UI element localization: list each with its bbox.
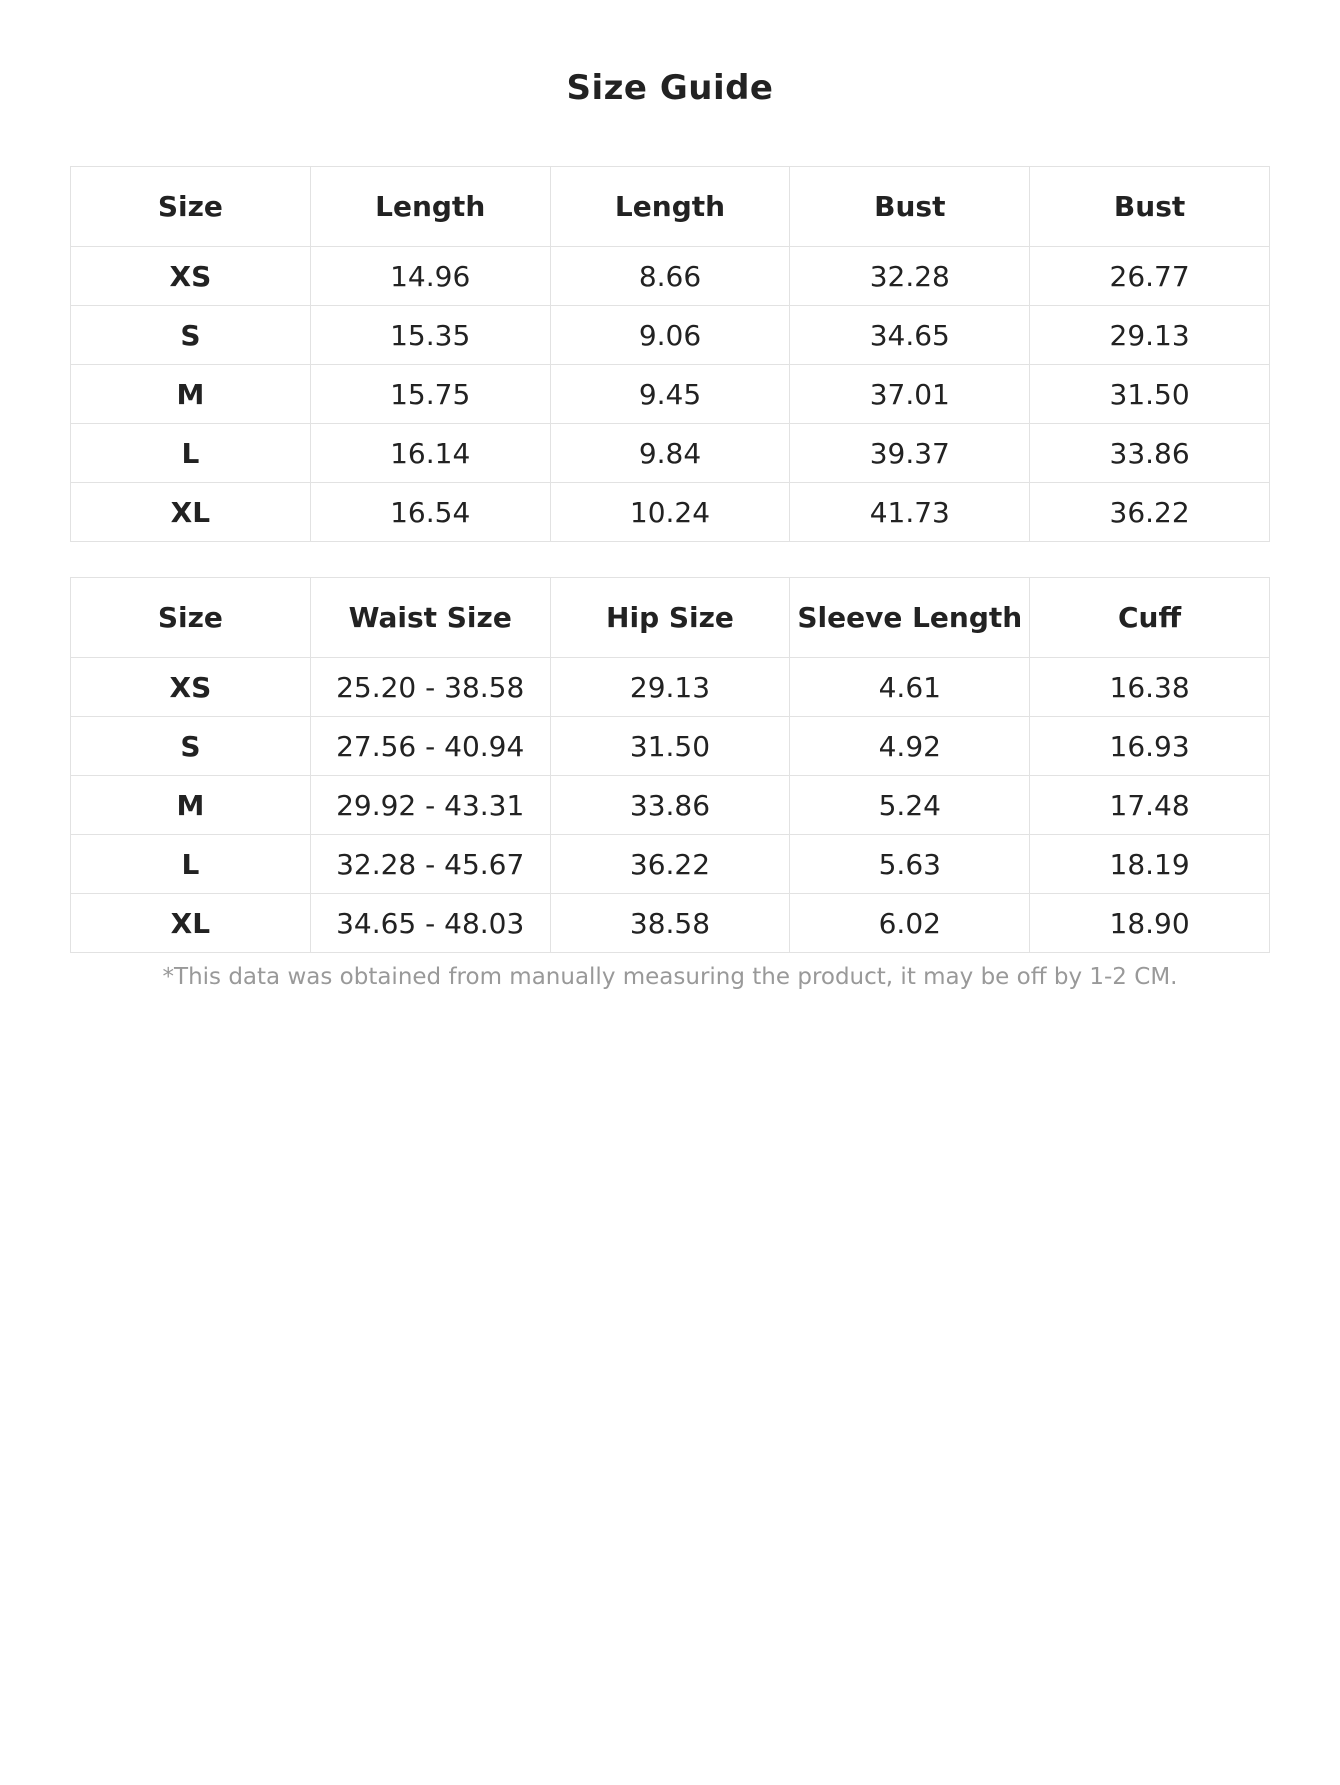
size-cell: L — [71, 424, 311, 483]
column-header: Waist Size — [310, 578, 550, 658]
value-cell: 33.86 — [1030, 424, 1270, 483]
table-row — [71, 424, 1270, 483]
table-row — [71, 776, 1270, 835]
table-header-row — [71, 167, 1270, 247]
column-header: Hip Size — [550, 578, 790, 658]
value-cell: 39.37 — [790, 424, 1030, 483]
value-cell: 25.20 - 38.58 — [310, 658, 550, 717]
value-cell: 6.02 — [790, 894, 1030, 953]
table-row — [71, 717, 1270, 776]
value-cell: 4.61 — [790, 658, 1030, 717]
value-cell: 9.06 — [550, 306, 790, 365]
value-cell: 26.77 — [1030, 247, 1270, 306]
table-row — [71, 835, 1270, 894]
table-row — [71, 365, 1270, 424]
table-row — [71, 658, 1270, 717]
table-row — [71, 483, 1270, 542]
size-table-measurements-1 — [70, 166, 1270, 542]
value-cell: 29.92 - 43.31 — [310, 776, 550, 835]
size-cell: M — [71, 776, 311, 835]
measurement-footnote: *This data was obtained from manually measuring the product, it may be off by 1-2 CM. — [162, 964, 1178, 990]
value-cell: 27.56 - 40.94 — [310, 717, 550, 776]
value-cell: 16.38 — [1030, 658, 1270, 717]
value-cell: 14.96 — [310, 247, 550, 306]
value-cell: 10.24 — [550, 483, 790, 542]
value-cell: 16.14 — [310, 424, 550, 483]
column-header: Bust — [790, 167, 1030, 247]
value-cell: 36.22 — [1030, 483, 1270, 542]
value-cell: 8.66 — [550, 247, 790, 306]
column-header: Cuff — [1030, 578, 1270, 658]
size-cell: XS — [71, 658, 311, 717]
value-cell: 29.13 — [1030, 306, 1270, 365]
value-cell: 17.48 — [1030, 776, 1270, 835]
value-cell: 41.73 — [790, 483, 1030, 542]
value-cell: 29.13 — [550, 658, 790, 717]
size-cell: L — [71, 835, 311, 894]
size-cell: XL — [71, 894, 311, 953]
page-title: Size Guide — [566, 68, 774, 108]
value-cell: 15.35 — [310, 306, 550, 365]
value-cell: 16.93 — [1030, 717, 1270, 776]
table-row — [71, 247, 1270, 306]
column-header: Size — [71, 578, 311, 658]
column-header: Size — [71, 167, 311, 247]
table-row — [71, 894, 1270, 953]
table-header-row — [71, 578, 1270, 658]
value-cell: 18.90 — [1030, 894, 1270, 953]
table-row — [71, 306, 1270, 365]
value-cell: 32.28 — [790, 247, 1030, 306]
value-cell: 5.63 — [790, 835, 1030, 894]
value-cell: 38.58 — [550, 894, 790, 953]
size-cell: XS — [71, 247, 311, 306]
value-cell: 4.92 — [790, 717, 1030, 776]
size-table-measurements-2 — [70, 577, 1270, 953]
size-cell: XL — [71, 483, 311, 542]
column-header: Length — [550, 167, 790, 247]
value-cell: 33.86 — [550, 776, 790, 835]
value-cell: 9.45 — [550, 365, 790, 424]
value-cell: 15.75 — [310, 365, 550, 424]
value-cell: 34.65 — [790, 306, 1030, 365]
value-cell: 5.24 — [790, 776, 1030, 835]
value-cell: 37.01 — [790, 365, 1030, 424]
value-cell: 32.28 - 45.67 — [310, 835, 550, 894]
size-cell: S — [71, 306, 311, 365]
value-cell: 18.19 — [1030, 835, 1270, 894]
column-header: Sleeve Length — [790, 578, 1030, 658]
size-cell: M — [71, 365, 311, 424]
value-cell: 34.65 - 48.03 — [310, 894, 550, 953]
value-cell: 36.22 — [550, 835, 790, 894]
size-cell: S — [71, 717, 311, 776]
column-header: Length — [310, 167, 550, 247]
value-cell: 9.84 — [550, 424, 790, 483]
value-cell: 16.54 — [310, 483, 550, 542]
column-header: Bust — [1030, 167, 1270, 247]
value-cell: 31.50 — [1030, 365, 1270, 424]
value-cell: 31.50 — [550, 717, 790, 776]
